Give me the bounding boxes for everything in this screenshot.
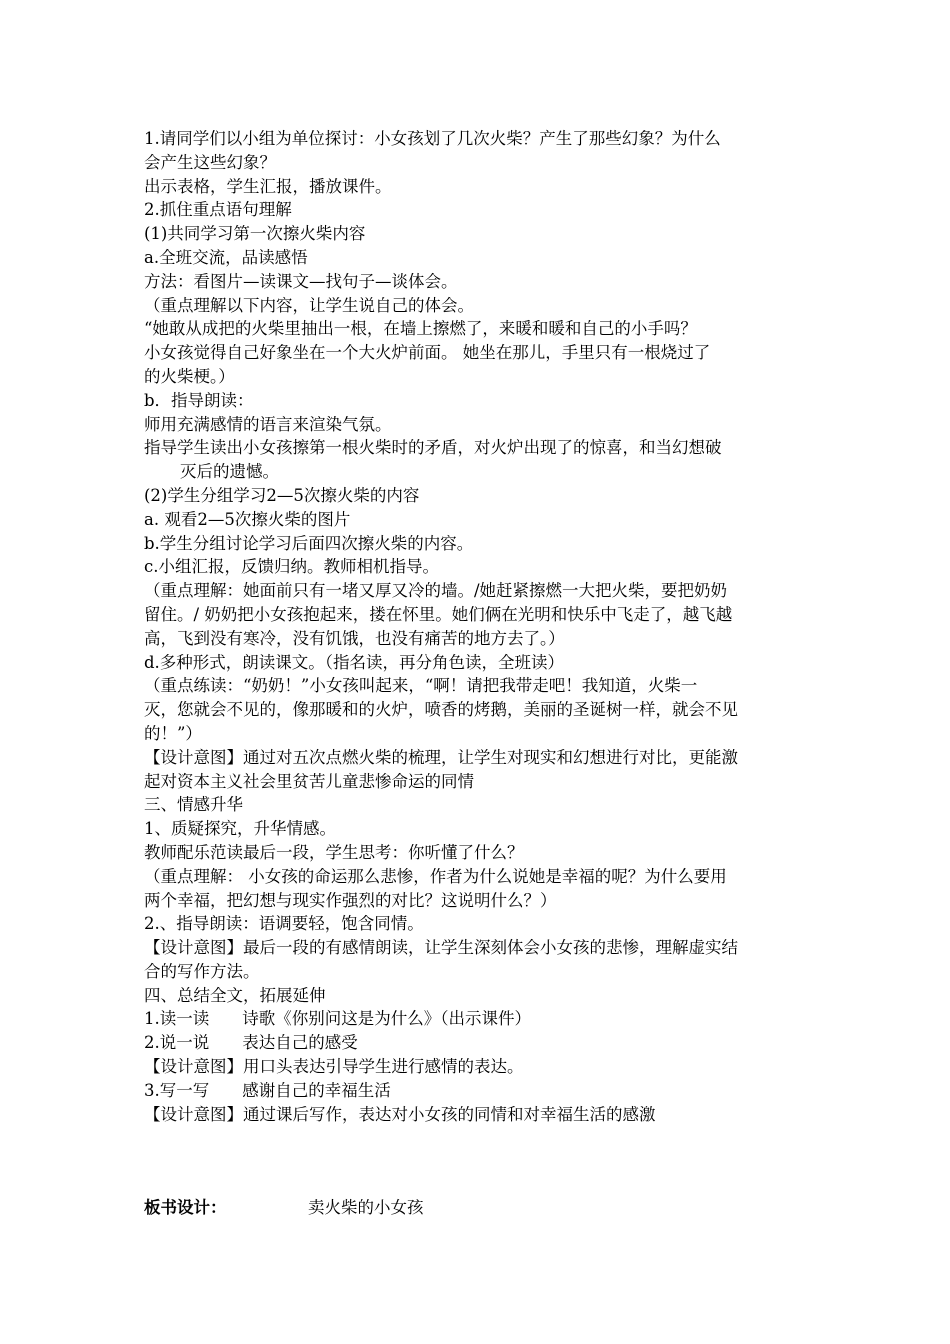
text-line: 【设计意图】通过对五次点燃火柴的梳理，让学生对现实和幻想进行对比，更能激 xyxy=(144,747,738,767)
text-line: “她敢从成把的火柴里抽出一根，在墙上擦燃了，来暖和暖和自己的小手吗？ xyxy=(144,319,697,339)
text-line: 方法：看图片—读课文—找句子—谈体会。 xyxy=(144,271,458,291)
text-line: a. 观看2—5次擦火柴的图片 xyxy=(144,509,351,529)
text-line: 四、总结全文，拓展延伸 xyxy=(144,985,326,1005)
text-line: b.学生分组讨论学习后面四次擦火柴的内容。 xyxy=(144,533,474,553)
text-line: 教师配乐范读最后一段，学生思考：你听懂了什么？ xyxy=(144,842,524,862)
text-line: 【设计意图】通过课后写作，表达对小女孩的同情和对幸福生活的感激 xyxy=(144,1104,656,1124)
board-design-title: 卖火柴的小女孩 xyxy=(308,1198,424,1217)
text-line: 3.写一写 感谢自己的幸福生活 xyxy=(144,1080,391,1100)
text-line: 的！”） xyxy=(144,723,202,743)
lesson-body xyxy=(144,127,810,1126)
text-line: a.全班交流，品读感悟 xyxy=(144,247,308,267)
text-line: 三、情感升华 xyxy=(144,795,243,815)
text-line: 高，飞到没有寒冷，没有饥饿，也没有痛苦的地方去了。） xyxy=(144,628,565,648)
text-line: c.小组汇报，反馈归纳。教师相机指导。 xyxy=(144,557,439,577)
board-design-label: 板书设计： xyxy=(144,1198,227,1217)
text-line: b．指导朗读： xyxy=(144,390,254,410)
text-line: 师用充满感情的语言来渲染气氛。 xyxy=(144,414,392,434)
text-line: 的火柴梗。） xyxy=(144,366,235,386)
text-line: 出示表格，学生汇报，播放课件。 xyxy=(144,176,392,196)
text-line: 【设计意图】最后一段的有感情朗读，让学生深刻体会小女孩的悲惨，理解虚实结 xyxy=(144,938,738,958)
text-line: （重点练读：“奶奶！”小女孩叫起来，“啊！请把我带走吧！我知道，火柴一 xyxy=(144,676,698,696)
text-line: 两个幸福，把幻想与现实作强烈的对比？这说明什么？） xyxy=(144,890,557,910)
text-line: 1、质疑探究，升华情感。 xyxy=(144,819,336,839)
text-line: (1)共同学习第一次擦火柴内容 xyxy=(144,224,366,244)
text-line: 2.、指导朗读：语调要轻，饱含同情。 xyxy=(144,914,424,934)
text-line: （重点理解：她面前只有一堵又厚又冷的墙。/她赶紧擦燃一大把火柴，要把奶奶 xyxy=(144,581,728,601)
text-line: 1.请同学们以小组为单位探讨：小女孩划了几次火柴？产生了那些幻象？为什么 xyxy=(144,129,721,148)
text-line: 灭后的遗憾。 xyxy=(180,462,279,482)
text-line: 会产生这些幻象？ xyxy=(144,152,276,172)
text-line: 2.说一说 表达自己的感受 xyxy=(144,1033,358,1053)
text-line: d.多种形式，朗读课文。（指名读，再分角色读，全班读） xyxy=(144,652,565,672)
text-line: 指导学生读出小女孩擦第一根火柴时的矛盾，对火炉出现了的惊喜，和当幻想破 xyxy=(144,438,722,458)
text-line: （重点理解以下内容，让学生说自己的体会。 xyxy=(144,295,474,315)
text-line: 2.抓住重点语句理解 xyxy=(144,200,292,220)
text-line: 【设计意图】用口头表达引导学生进行感情的表达。 xyxy=(144,1057,524,1077)
text-line: 1.读一读 诗歌《你别问这是为什么》（出示课件） xyxy=(144,1009,531,1029)
board-design xyxy=(144,1196,424,1220)
text-line: (2)学生分组学习2—5次擦火柴的内容 xyxy=(144,485,420,505)
text-line: （重点理解： 小女孩的命运那么悲惨，作者为什么说她是幸福的呢？为什么要用 xyxy=(144,866,727,886)
text-line: 灭，您就会不见的，像那暖和的火炉，喷香的烤鹅，美丽的圣诞树一样，就会不见 xyxy=(144,700,738,720)
text-line: 合的写作方法。 xyxy=(144,961,260,981)
text-line: 起对资本主义社会里贫苦儿童悲惨命运的同情 xyxy=(144,771,474,791)
text-line: 留住。/ 奶奶把小女孩抱起来，搂在怀里。她们俩在光明和快乐中飞走了，越飞越 xyxy=(144,604,733,624)
text-line: 小女孩觉得自己好象坐在一个大火炉前面。 她坐在那儿，手里只有一根烧过了 xyxy=(144,343,711,363)
